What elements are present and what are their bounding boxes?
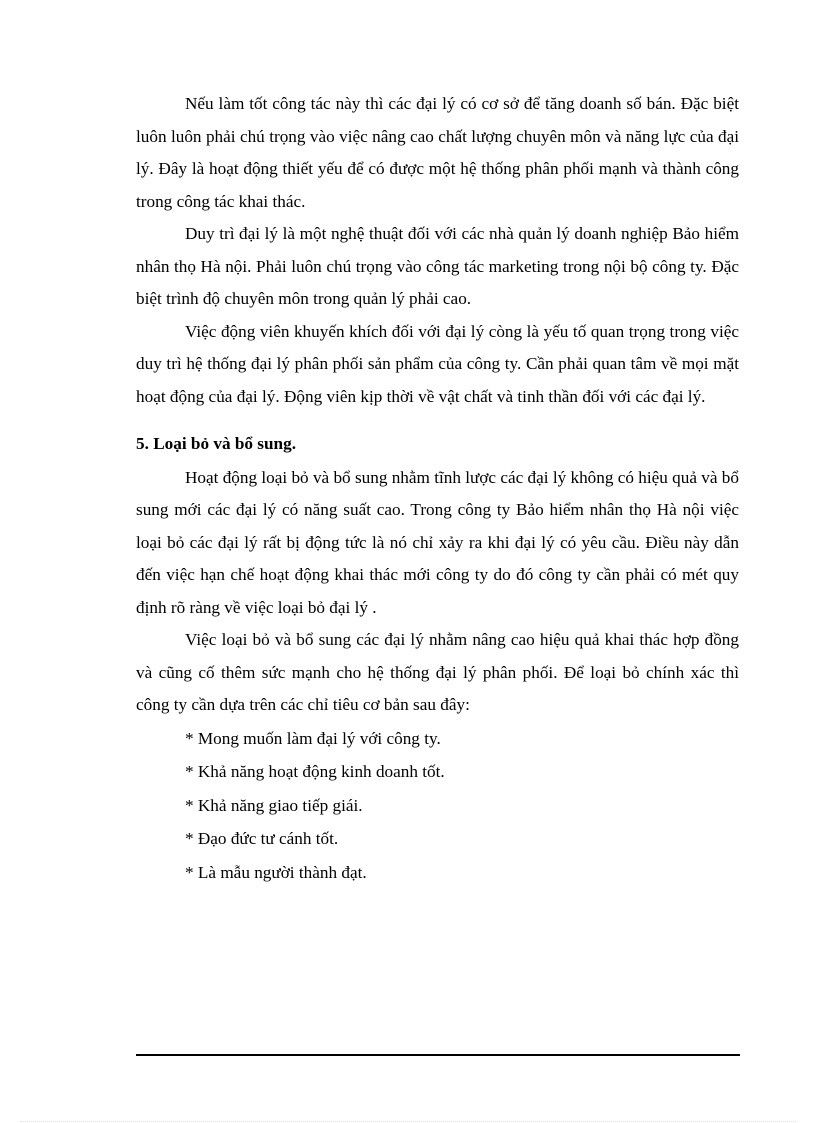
list-item: * Mong muốn làm đại lý với công ty. <box>185 728 441 748</box>
body-paragraph: Việc động viên khuyến khích đối với đại lý còng là yếu tố quan trọng trong việc duy trì hệ thống đại lý phân phối sản phẩm của công ty. Cần phải quan tâm về mọi mặt hoạt động của đại lý. Động viên kịp thời về vật chất và tinh thần đối với các đại lý. <box>136 321 739 406</box>
list-item: * Đạo đức tư cánh tốt. <box>185 829 339 848</box>
section-heading: 5. Loại bỏ và bổ sung. <box>136 434 296 453</box>
body-paragraph: Duy trì đại lý là một nghệ thuật đối với các nhà quản lý doanh nghiệp Bảo hiểm nhân thọ Hà nội. Phải luôn chú trọng vào công tác marketing trong nội bộ công ty. Đặc biệt trình độ chuyên môn trong quản lý phải cao. <box>136 224 739 308</box>
criteria-list <box>136 722 739 890</box>
document-body <box>136 88 739 889</box>
page-edge-divider <box>20 1121 796 1122</box>
list-item: * Là mẫu người thành đạt. <box>185 862 367 882</box>
list-item: * Khả năng hoạt động kinh doanh tốt. <box>185 762 445 781</box>
body-paragraph: Hoạt động loại bỏ và bổ sung nhằm tĩnh lược các đại lý không có hiệu quả và bổ sung mới các đại lý có năng suất cao. Trong công ty Bảo hiểm nhân thọ Hà nội việc loại bỏ các đại lý rất bị động tức là nó chỉ xảy ra khi đại lý có yêu cầu. Điều này dẫn đến việc hạn chế hoạt động khai thác mới công ty do đó công ty cần phải có mét quy định rõ ràng về việc loại bỏ đại lý . <box>136 467 739 617</box>
footer-rule <box>136 1054 740 1056</box>
list-item: * Khả năng giao tiếp giái. <box>185 795 363 815</box>
body-paragraph: Việc loại bỏ và bổ sung các đại lý nhằm nâng cao hiệu quả khai thác hợp đồng và cũng cố thêm sức mạnh cho hệ thống đại lý phân phối. Để loại bỏ chính xác thì công ty cần dựa trên các chỉ tiêu cơ bản sau đây: <box>136 630 739 714</box>
body-paragraph: Nếu làm tốt công tác này thì các đại lý có cơ sở để tăng doanh số bán. Đặc biệt luôn luôn phải chú trọng vào việc nâng cao chất lượng chuyên môn và năng lực của đại lý. Đây là hoạt động thiết yếu để có được một hệ thống phân phối mạnh và thành công trong công tác khai thác. <box>136 94 739 211</box>
